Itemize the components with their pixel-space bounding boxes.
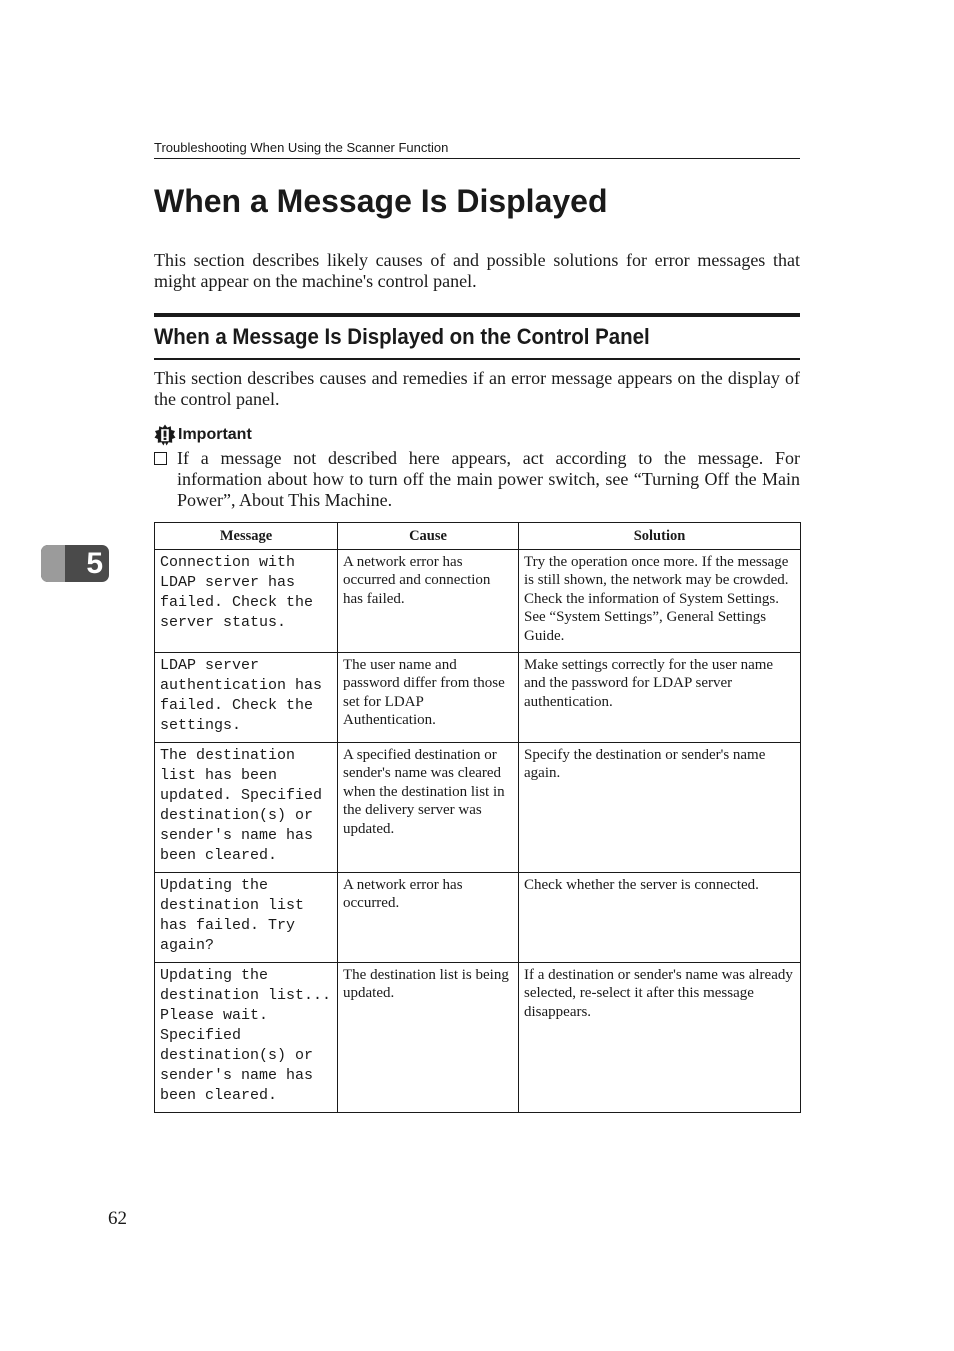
- message-cell: Updating the destination list has failed. Try again?: [155, 873, 338, 963]
- cause-cell: A specified destination or sender's name was cleared when the destination list in the delivery server was updated.: [338, 743, 519, 873]
- message-cell: LDAP server authentication has failed. Check the settings.: [155, 653, 338, 743]
- cause-cell: A network error has occurred.: [338, 873, 519, 963]
- section-description: This section describes causes and remedies if an error message appears on the display of the control panel.: [154, 368, 800, 409]
- solution-cell: Try the operation once more. If the message is still shown, the network may be crowded. Check the information of System Settings. See “System Settings”, General Settings Guide.: [519, 550, 801, 653]
- cause-cell: A network error has occurred and connection has failed.: [338, 550, 519, 653]
- intro-paragraph: This section describes likely causes of and possible solutions for error messages that might appear on the machine's control panel.: [154, 250, 800, 291]
- column-header-message: Message: [155, 523, 338, 550]
- cause-cell: The user name and password differ from those set for LDAP Authentication.: [338, 653, 519, 743]
- section-divider-bottom: [154, 358, 800, 360]
- column-header-solution: Solution: [519, 523, 801, 550]
- chapter-tab-highlight: [41, 545, 65, 582]
- cause-cell: The destination list is being updated.: [338, 963, 519, 1113]
- solution-cell: Make settings correctly for the user name and the password for LDAP server authentication.: [519, 653, 801, 743]
- checkbox-icon: [154, 452, 167, 465]
- important-icon: [154, 424, 176, 446]
- message-cell: The destination list has been updated. Specified destination(s) or sender's name has been cleared.: [155, 743, 338, 873]
- table-row: [155, 653, 801, 743]
- page-number: 62: [108, 1208, 127, 1229]
- solution-cell: Check whether the server is connected.: [519, 873, 801, 963]
- table-row: [155, 873, 801, 963]
- message-cell: Connection with LDAP server has failed. Check the server status.: [155, 550, 338, 653]
- important-heading: [154, 423, 252, 447]
- section-divider-top: [154, 313, 800, 317]
- important-note-text: If a message not described here appears, act according to the message. For information about how to turn off the main power switch, see “Turning Off the Main Power”, About This Machine.: [177, 448, 800, 510]
- running-header: Troubleshooting When Using the Scanner Function: [154, 139, 800, 159]
- table-row: [155, 550, 801, 653]
- chapter-tab: [41, 545, 109, 582]
- section-title: When a Message Is Displayed on the Control Panel: [154, 324, 650, 349]
- message-table: [154, 522, 801, 1113]
- important-note: [154, 448, 800, 511]
- page-title: When a Message Is Displayed: [154, 183, 608, 219]
- column-header-cause: Cause: [338, 523, 519, 550]
- chapter-number: 5: [86, 547, 103, 580]
- table-header-row: [155, 523, 801, 550]
- solution-cell: If a destination or sender's name was already selected, re-select it after this message disappears.: [519, 963, 801, 1113]
- solution-cell: Specify the destination or sender's name again.: [519, 743, 801, 873]
- table-row: [155, 963, 801, 1113]
- message-cell: Updating the destination list... Please wait. Specified destination(s) or sender's name has been cleared.: [155, 963, 338, 1113]
- table-row: [155, 743, 801, 873]
- important-label: Important: [178, 426, 252, 443]
